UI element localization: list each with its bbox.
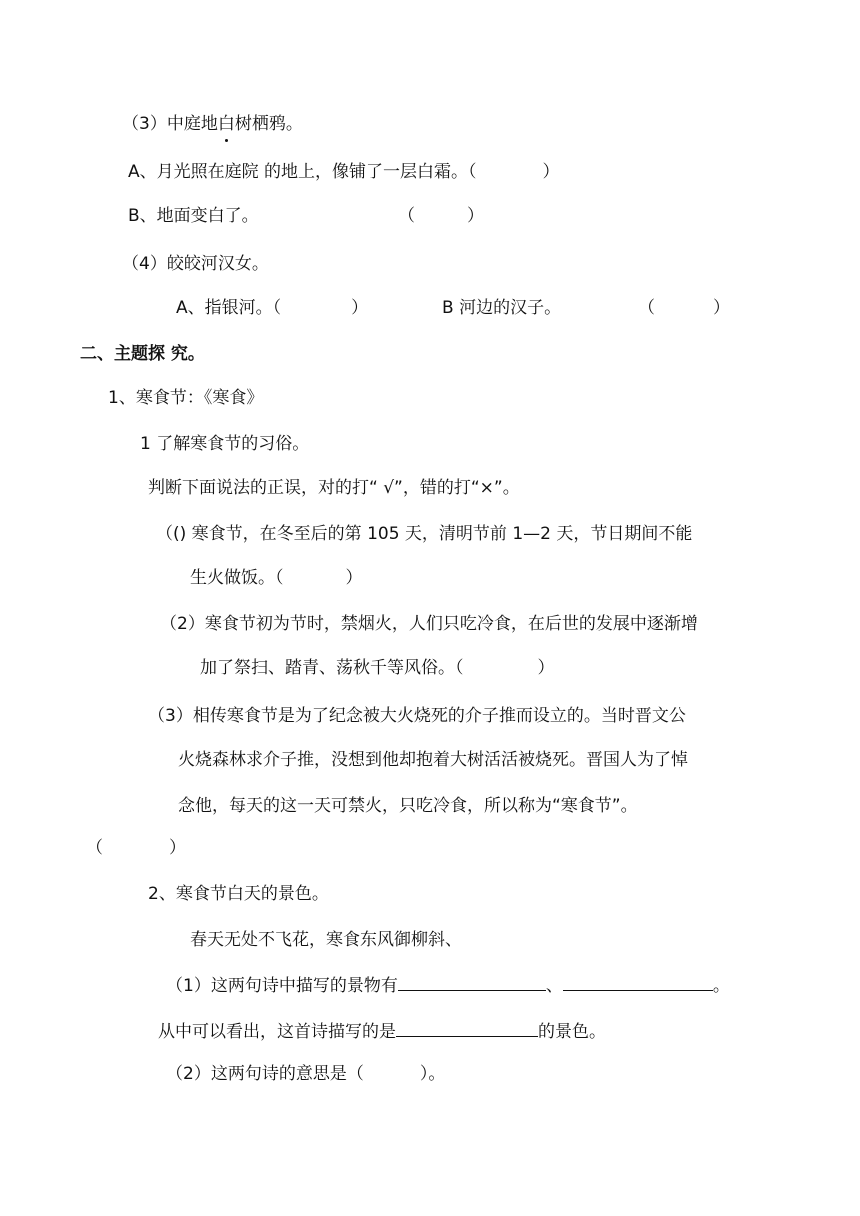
option-b-close: ） [713,298,730,318]
judgement-2-close: ） [537,658,555,678]
question-4-option-b-paren [638,296,730,320]
judgement-3-open: （ [86,838,103,858]
question-3-option-b [128,204,259,228]
question-3-suffix: 树栖鸦。 [234,114,303,134]
poem-question-1 [166,972,730,998]
option-b-text: B、地面变白了。 [128,206,259,226]
fill-blank[interactable] [396,1018,538,1037]
option-a-text: A、月光照在庭院 的地上，像铺了一层白霜。（ [128,162,477,182]
judgement-2-line-1: （2）寒食节初为节时，禁烟火，人们只吃冷食，在后世的发展中逐渐增 [160,614,698,634]
poem-question-1-sep: 、 [545,976,563,996]
question-3-prefix: （3）中庭地 [122,114,218,134]
poem-lines: 春天无处不飞花，寒食东风御柳斜、 [190,930,462,950]
option-a-close: ） [542,162,560,182]
question-3-title [122,112,303,136]
poem-question-1-cont-end: 的景色。 [538,1022,606,1042]
option-a-close: ） [351,298,369,318]
question-4-title: （4）皎皎河汉女。 [122,254,269,274]
judgement-3-line-1: （3）相传寒食节是为了纪念被大火烧死的介子推而设立的。当时晋文公 [148,706,686,726]
poem-question-1-cont-text: 从中可以看出，这首诗描写的是 [158,1022,396,1042]
poem-question-2-text: （2）这两句诗的意思是（ [166,1064,364,1084]
fill-blank[interactable] [563,972,713,991]
judgement-2-line-2 [200,656,555,680]
judgement-1-text: 生火做饭。（ [190,568,284,588]
poem-question-2-close: ）。 [419,1064,446,1084]
judgement-instruction: 判断下面说法的正误，对的打“ √”，错的打“×”。 [148,478,520,498]
subsection-1-title: 1、寒食节：《寒食》 [108,388,264,408]
task-1-title: 1 了解寒食节的习俗。 [140,434,310,454]
fill-blank[interactable] [398,972,546,991]
judgement-3-line-3: 念他，每天的这一天可禁火，只吃冷食，所以称为“寒食节”。 [178,796,638,816]
poem-question-2 [166,1062,445,1086]
option-b-close: ） [467,206,484,226]
poem-question-1-text: （1）这两句诗中描写的景物有 [166,976,398,996]
question-3-option-a [128,160,560,184]
judgement-3-line-2: 火烧森林求介子推，没想到他却抱着大树活活被烧死。晋国人为了悼 [178,750,688,770]
option-a-text: A、指银河。（ [176,298,282,318]
question-4-option-b: B 河边的汉子。 [442,298,562,318]
judgement-3-close: ） [169,838,186,858]
question-3-option-b-paren [398,204,484,228]
question-4-option-a [176,296,368,320]
judgement-3-paren [86,836,186,860]
judgement-2-text: 加了祭扫、踏青、荡秋千等风俗。（ [200,658,464,678]
judgement-1-line-1: （() 寒食节，在冬至后的第 105 天，清明节前 1—2 天，节日期间不能 [156,524,693,544]
poem-question-1-end: 。 [712,976,730,996]
option-b-open: （ [398,206,415,226]
judgement-1-close: ） [345,568,363,588]
subsection-2-title: 2、寒食节白天的景色。 [148,884,329,904]
section-2-heading: 二、主题探 究。 [80,344,205,364]
emphasis-dot-char: 白 [217,114,235,134]
poem-question-1-cont [158,1018,606,1044]
option-b-open: （ [638,298,655,318]
judgement-1-line-2 [190,566,363,590]
